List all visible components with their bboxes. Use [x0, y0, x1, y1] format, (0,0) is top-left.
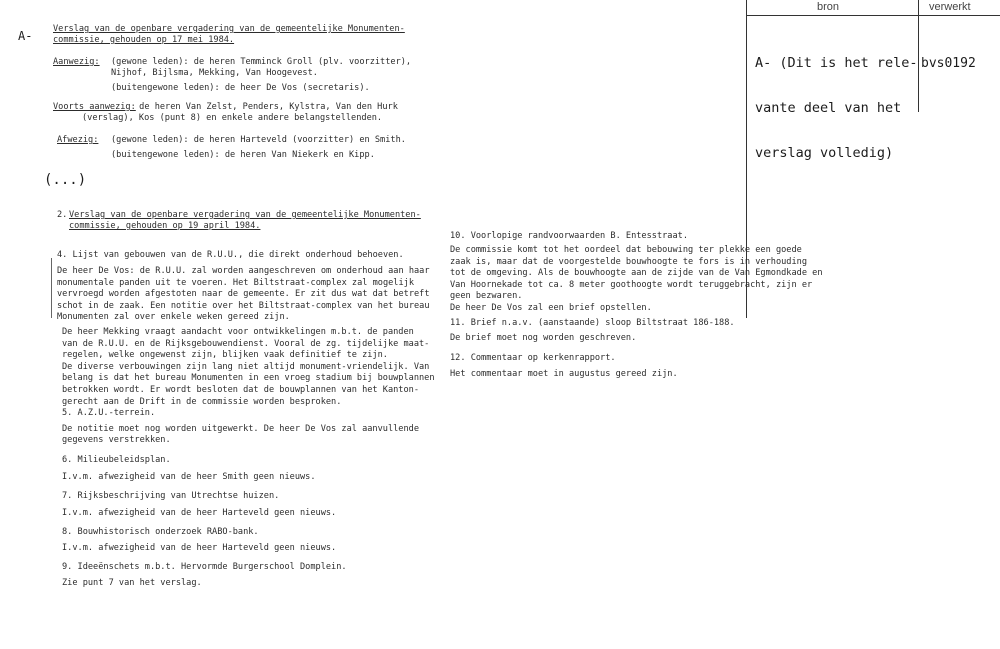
present-line: (buitengewone leden): de heer De Vos (secretaris). [111, 83, 370, 93]
also-present-line: de heren Van Zelst, Penders, Kylstra, Van den Hurk [134, 102, 398, 112]
bron-note [755, 26, 918, 176]
item5-heading: 5. A.Z.U.-terrein. [62, 408, 156, 418]
item6-heading: 6. Milieubeleidsplan. [62, 455, 171, 465]
absent-line: (buitengewone leden): de heren Van Niekerk en Kipp. [111, 150, 375, 160]
paragraph-line: De commissie komt tot het oordeel dat bebouwing ter plekke een goede [450, 245, 802, 255]
paragraph-line: van de R.U.U. en de Rijksgebouwendienst. Vooral de zg. tijdelijke maat- [62, 338, 430, 349]
margin-bar [51, 258, 52, 318]
mekking-paragraph [62, 327, 435, 408]
present-line: (gewone leden): de heren Temminck Groll (plv. voorzitter), [111, 57, 412, 67]
ellipsis: (...) [44, 172, 87, 188]
bron-note-line: vante deel van het [755, 100, 902, 116]
paragraph-line: Van Hoornekade tot ca. 8 meter goothoogte wordt teruggebracht, zijn er [450, 279, 813, 290]
paragraph-line: tot de omgeving. Als de bouwhoogte aan de zijde van de Van Egmondkade en [450, 268, 823, 279]
paragraph-line: De diverse verbouwingen zijn lang niet altijd monument-vriendelijk. Van [62, 361, 430, 372]
paragraph-line: betrokken wordt. Er wordt besloten dat de bouwplannen van het Kanton- [62, 384, 419, 395]
item6-text: I.v.m. afwezigheid van de heer Smith geen nieuws. [62, 472, 316, 482]
paragraph-line: geen bezwaren. [450, 291, 523, 302]
header-rule [746, 15, 1000, 16]
paragraph-line: belang is dat het bureau Monumenten in een vroeg stadium bij bouwplannen [62, 373, 435, 384]
paragraph-line: vervroegd worden afgestoten naar de gemeente. Er zit dus wat dat betreft [57, 289, 430, 300]
item5-line: gegevens verstrekken. [62, 435, 171, 445]
item2-number: 2. [57, 210, 68, 220]
item2-title-line: Verslag van de openbare vergadering van de gemeentelijke Monumenten- [69, 210, 421, 220]
margin-mark: A- [18, 29, 33, 43]
absent-label: Afwezig: [57, 135, 99, 145]
paragraph-line: schot in de zaak. Een notitie over het Biltstraat-complex van het bureau [57, 300, 430, 311]
item2-title-line: commissie, gehouden op 19 april 1984. [69, 221, 261, 231]
absent-line: (gewone leden): de heren Harteveld (voorzitter) en Smith. [111, 135, 406, 145]
paragraph-line: De heer De Vos zal een brief opstellen. [450, 302, 652, 313]
item7-text: I.v.m. afwezigheid van de heer Harteveld geen nieuws. [62, 508, 337, 518]
item8-text: I.v.m. afwezigheid van de heer Harteveld geen nieuws. [62, 543, 337, 553]
paragraph-line: De heer De Vos: de R.U.U. zal worden aangeschreven om onderhoud aan haar [57, 266, 430, 276]
item4-heading: 4. Lijst van gebouwen van de R.U.U., die direkt onderhoud behoeven. [57, 250, 404, 260]
item10-heading: 10. Voorlopige randvoorwaarden B. Entesstraat. [450, 231, 688, 241]
bron-note-line: A- (Dit is het rele- [755, 55, 918, 71]
item9-text: Zie punt 7 van het verslag. [62, 578, 202, 588]
verwerkt-header: verwerkt [929, 1, 971, 13]
paragraph-line: regelen, welke ongewenst zijn, blijken vaak definitief te zijn. [62, 350, 388, 361]
item11-text: De brief moet nog worden geschreven. [450, 333, 637, 343]
present-line: Nijhof, Bijlsma, Mekking, Van Hoogevest. [111, 68, 318, 78]
item8-heading: 8. Bouwhistorisch onderzoek RABO-bank. [62, 527, 259, 537]
column-divider [918, 0, 919, 112]
paragraph-line: Monumenten zal over enkele weken gereed zijn. [57, 312, 290, 323]
paragraph-line: zaak is, maar dat de voorgestelde bouwhoogte te fors is in verhouding [450, 256, 807, 267]
bron-header: bron [817, 1, 840, 13]
paragraph-line: monumentale panden uit te voeren. Het Biltstraat-complex zal mogelijk [57, 277, 414, 288]
paragraph-line: gerecht aan de Drift in de commissie worden besproken. [62, 396, 342, 407]
also-present-label: Voorts aanwezig: [53, 102, 136, 112]
report-title-line: Verslag van de openbare vergadering van de gemeentelijke Monumenten- [53, 24, 405, 34]
paragraph-line: De heer Mekking vraagt aandacht voor ontwikkelingen m.b.t. de panden [62, 327, 414, 337]
item11-heading: 11. Brief n.a.v. (aanstaande) sloop Biltstraat 186-188. [450, 318, 735, 328]
item12-text: Het commentaar moet in augustus gereed zijn. [450, 369, 678, 379]
report-title-line: commissie, gehouden op 17 mei 1984. [53, 35, 235, 45]
present-label: Aanwezig: [53, 57, 100, 67]
item12-heading: 12. Commentaar op kerkenrapport. [450, 353, 616, 363]
verwerkt-code: bvs0192 [921, 56, 976, 71]
item7-heading: 7. Rijksbeschrijving van Utrechtse huizen. [62, 491, 280, 501]
item10-paragraph [450, 245, 823, 315]
item9-heading: 9. Ideeënschets m.b.t. Hervormde Burgerschool Domplein. [62, 562, 347, 572]
item5-line: De notitie moet nog worden uitgewerkt. De heer De Vos zal aanvullende [62, 424, 419, 434]
bron-note-line: verslag volledig) [755, 145, 894, 161]
also-present-line: (verslag), Kos (punt 8) en enkele andere belangstellenden. [82, 113, 383, 123]
devos-paragraph [57, 266, 430, 324]
